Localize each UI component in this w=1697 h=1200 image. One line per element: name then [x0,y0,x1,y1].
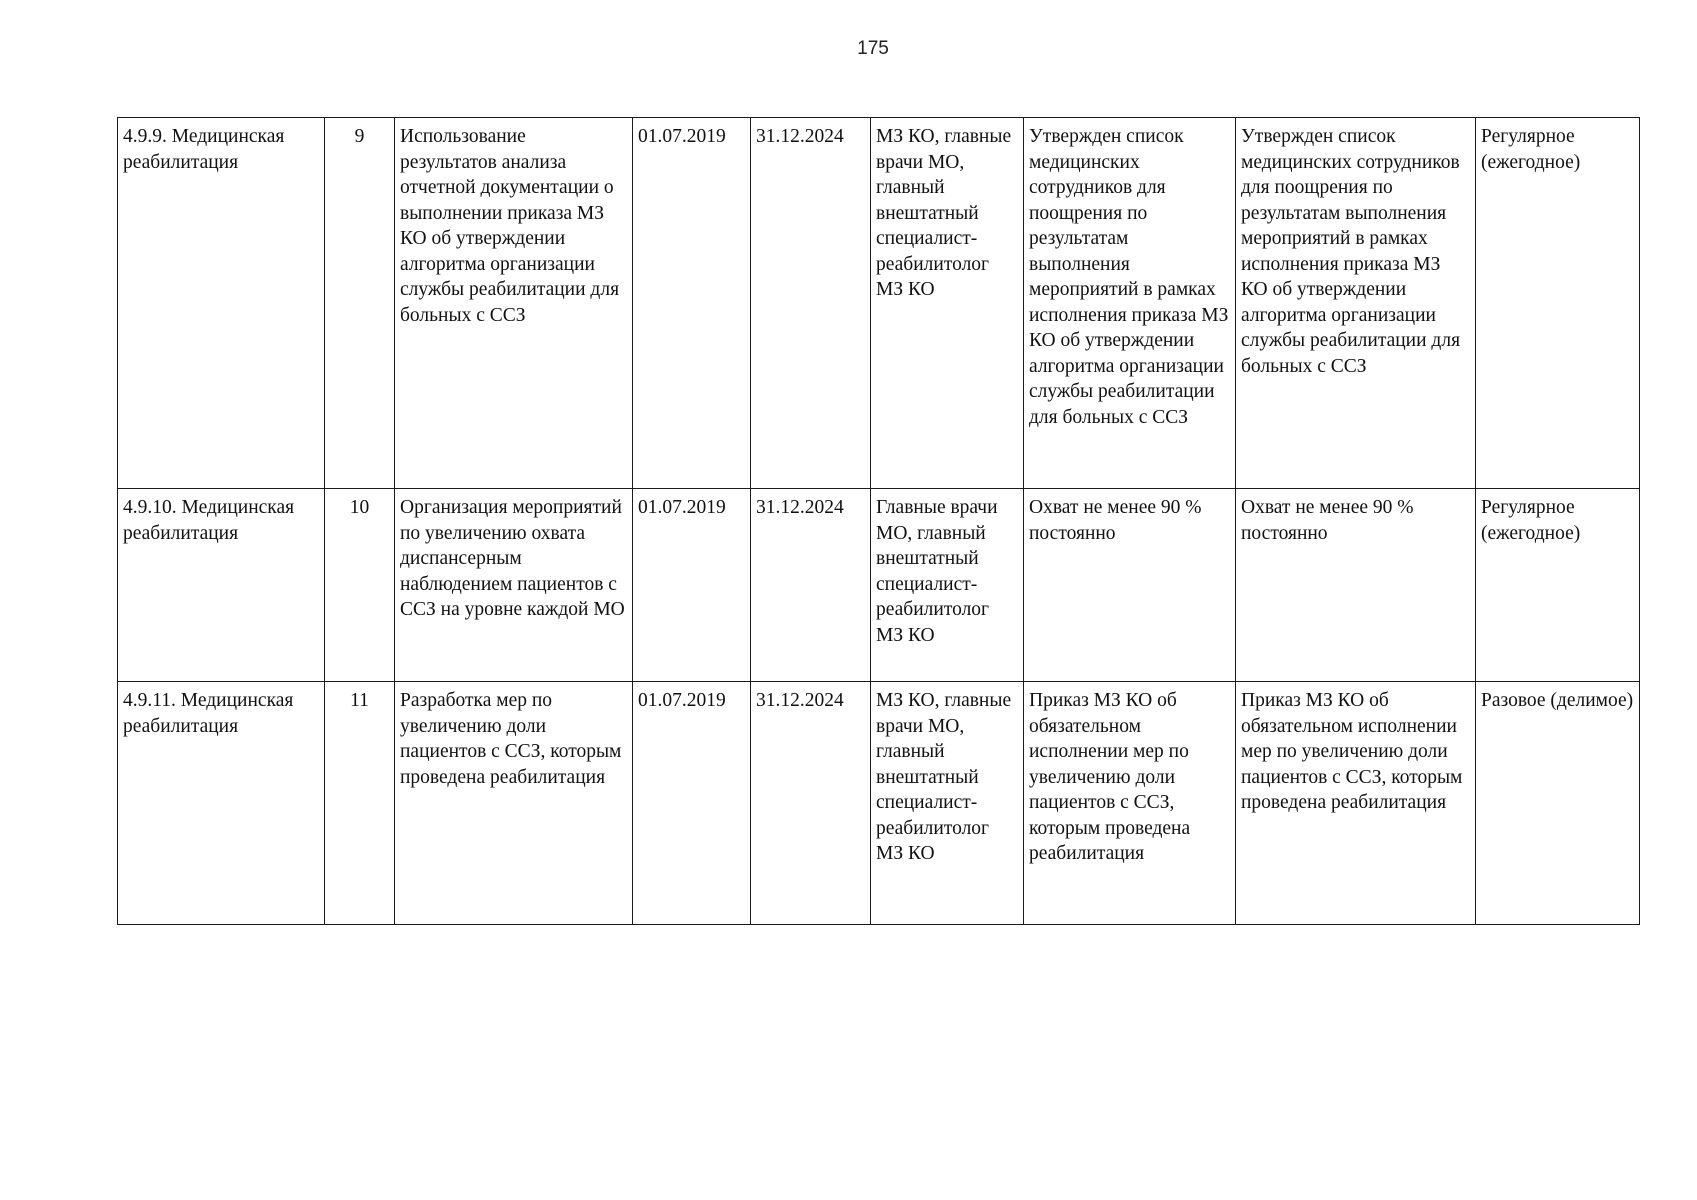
activity-cell: Разработка мер по увеличению доли пациентов с ССЗ, которым проведена реабилитация [395,682,633,925]
page-number: 175 [857,38,889,59]
start-date-cell: 01.07.2019 [633,682,751,925]
table-row [118,682,1640,925]
table-row [118,489,1640,682]
indicator-cell: Утвержден список медицинских сотрудников для поощрения по результатам выполнения мероприятий в рамках исполнения приказа МЗ КО об утверждении алгоритма организации службы реабилитации для больных с ССЗ [1236,118,1476,489]
section-cell: 4.9.11. Медицинская реабилитация [118,682,325,925]
activity-cell: Использование результатов анализа отчетной документации о выполнении приказа МЗ КО об утверждении алгоритма организации службы реабилитации для больных с ССЗ [395,118,633,489]
number-cell: 11 [325,682,395,925]
indicator-cell: Охват не менее 90 % постоянно [1236,489,1476,682]
table-row [118,118,1640,489]
number-cell: 10 [325,489,395,682]
indicator-cell: Приказ МЗ КО об обязательном исполнении мер по увеличению доли пациентов с ССЗ, которым проведена реабилитация [1236,682,1476,925]
result-cell: Утвержден список медицинских сотрудников для поощрения по результатам выполнения мероприятий в рамках исполнения приказа МЗ КО об утверждении алгоритма организации службы реабилитации для больных с ССЗ [1024,118,1236,489]
responsible-cell: МЗ КО, главные врачи МО, главный внештатный специалист-реабилитолог МЗ КО [871,682,1024,925]
section-cell: 4.9.9. Медицинская реабилитация [118,118,325,489]
activities-table [117,117,1640,925]
end-date-cell: 31.12.2024 [751,489,871,682]
type-cell: Регулярное (ежегодное) [1476,489,1640,682]
start-date-cell: 01.07.2019 [633,118,751,489]
end-date-cell: 31.12.2024 [751,682,871,925]
result-cell: Приказ МЗ КО об обязательном исполнении мер по увеличению доли пациентов с ССЗ, которым проведена реабилитация [1024,682,1236,925]
activity-cell: Организация мероприятий по увеличению охвата диспансерным наблюдением пациентов с ССЗ на уровне каждой МО [395,489,633,682]
result-cell: Охват не менее 90 % постоянно [1024,489,1236,682]
type-cell: Регулярное (ежегодное) [1476,118,1640,489]
end-date-cell: 31.12.2024 [751,118,871,489]
start-date-cell: 01.07.2019 [633,489,751,682]
section-cell: 4.9.10. Медицинская реабилитация [118,489,325,682]
type-cell: Разовое (делимое) [1476,682,1640,925]
responsible-cell: МЗ КО, главные врачи МО, главный внештатный специалист-реабилитолог МЗ КО [871,118,1024,489]
responsible-cell: Главные врачи МО, главный внештатный специалист-реабилитолог МЗ КО [871,489,1024,682]
number-cell: 9 [325,118,395,489]
